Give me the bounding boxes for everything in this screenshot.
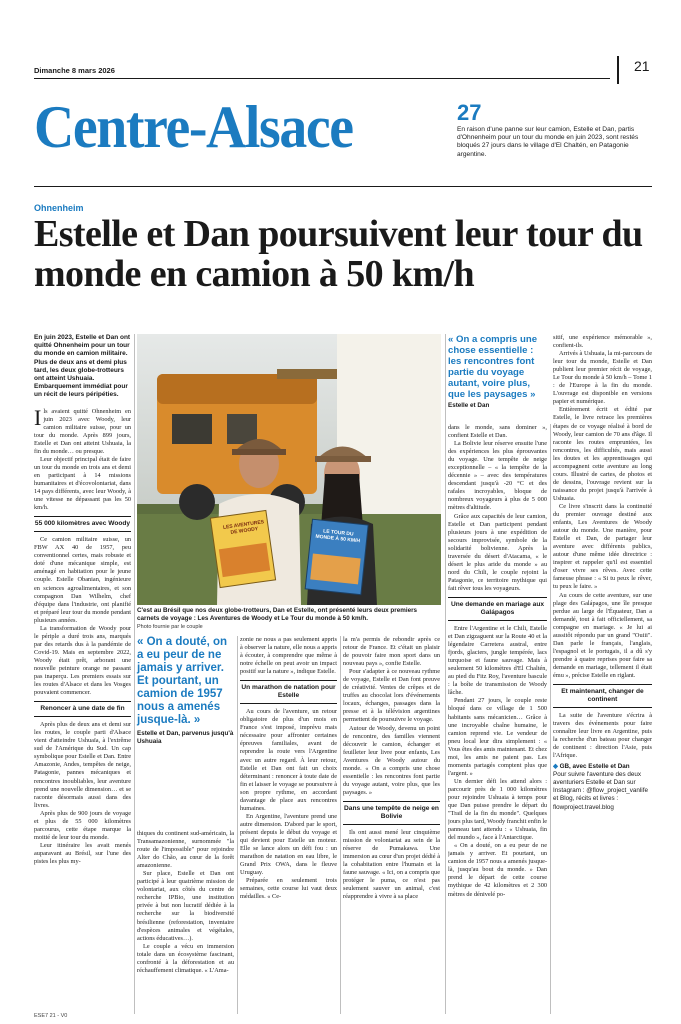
book-left-title: LES AVENTURES DE WOODY (222, 519, 265, 536)
col4-paragraph-3: Autour de Woody, devenu un point de rencontre, des familles viennent découvrir le camion, échanger et feuilleter leur livre pour enfants, Les Aventures de Woody autour du monde. « On a compris une chose essentielle : les rencontres font partie du voyage autant, voire plus, que les paysages. » (343, 724, 440, 796)
article-location: Ohnenheim (34, 203, 84, 213)
section-title: Centre-Alsace (34, 94, 353, 160)
pull-quote-2-text: « On a compris une chose essentielle : les rencontres font partie du voyage autant, voire plus, que les paysages » (448, 334, 538, 400)
article-photo (137, 334, 441, 605)
header-rule (34, 78, 610, 79)
col1-paragraph-1-text: ls avaient quitté Ohnenheim en juin 2023 avec Woody, leur camion militaire suisse, pour un tour du monde. Après 899 jours, Estelle et Dan ont atteint Ushuaia, la fin du monde… ou presque. (34, 407, 131, 455)
col5-paragraph-5: Pendant 27 jours, le couple reste bloqué dans ce village de 1 500 habitants sans mécanicien… Grâce à une incroyable chaîne humaine, le camion reprend vie. Le vendeur de pneu local leur dira simplement : « Vous êtes des amis maintenant. Et chez moi, les amis ne paient pas. Les moments partagés comptent plus que l'argent. » (448, 697, 547, 777)
teaser-text: En raison d'une panne sur leur camion, Estelle et Dan, partis d'Ohnenheim pour un tour du monde en juin 2023, sont restés bloqués 27 jours dans le village d'El Chaltén, en Patagonie argentine. (457, 126, 639, 158)
article-column-4 (343, 636, 440, 1024)
col4-paragraph-2: Pour s'adapter à ce nouveau rythme de voyage, Estelle et Dan font preuve de créativité. Ventes de crêpes et de truffes au chocolat lors d'événements locaux, échanges, passages dans la presse et à la télévision argentines permettent de poursuivre le voyage. (343, 668, 440, 724)
column-separator (550, 424, 551, 1014)
col6-subheading-1: Et maintenant, changer de continent (553, 684, 652, 708)
article-column-6 (553, 334, 652, 1024)
article-column-3 (240, 636, 337, 1024)
teaser-number: 27 (457, 100, 482, 125)
col5-subheading-1: Une demande en mariage aux Galápagos (448, 597, 547, 621)
issue-date: Dimanche 8 mars 2026 (34, 66, 115, 75)
pull-quote-2 (448, 334, 548, 410)
column-separator (340, 636, 341, 1014)
article-column-5 (448, 424, 547, 1024)
pull-quote-1-text: « On a douté, on a eu peur de ne jamais y arriver. Et pourtant, un camion de 1957 nous a amenés jusque-là. » (137, 636, 228, 726)
col1-paragraph-2: Leur objectif principal était de faire un tour du monde en trois ans et demi en participant à 14 missions humanitaires et d'écovolontariat, dans 14 pays différents, avec leur Woody, à une vitesse ne dépassant pas les 50 km/h. (34, 455, 131, 512)
col4-paragraph-1: la m'a permis de rebondir après ce retour de France. Et c'était un plaisir de pouvoir faire mon sport dans un nouveau pays », confie Estelle. (343, 636, 440, 668)
col6-credit (553, 763, 652, 771)
col6-info: Pour suivre l'aventure des deux aventuriers Estelle et Dan sur Instagram : @flow_project_vanlife et Blog, récits et livres : flowproject.travel.blog (553, 771, 648, 811)
col3-paragraph-3: En Argentine, l'aventure prend une autre dimension. D'abord par le sport, présent depuis le début du voyage et qui devient pour Estelle un moteur. Elle se lance alors un défi fou : un marathon de natation en eau libre, le Grand Prix OWA, dans le fleuve Uruguay. (240, 812, 337, 877)
col6-paragraph-1: sitif, une expérience mémorable », confient-ils. (553, 334, 652, 350)
credit-bullet-icon: ◆ (553, 763, 558, 771)
pull-quote-1-author: Estelle et Dan, parvenus jusqu'à Ushuaia (137, 730, 234, 745)
col2-paragraph-1: thiques du continent sud-américain, la Transamazonienne, surnommée "la route de l'impossible" pour rejoindre Alter do Chão, au cœur de la forêt amazonienne. (137, 830, 234, 870)
article-lead: En juin 2023, Estelle et Dan ont quitté Ohnenheim pour un tour du monde en camion militaire. Plus de deux ans et demi plus tard, les deux globe-trotteurs ont atteint Ushuaia. Embarquement immédiat pour un récit de leurs péripéties. (34, 334, 131, 399)
col1-paragraph-3: Ce camion militaire suisse, un FBW AX 40 de 1957, peu conventionnel certes, mais robuste et doté d'une mécanique simple, est aménagé en habitation pour le jeune couple. Estelle Obanian, ingénieure en sciences agroalimentaires, et son compagnon Dan Wilhelm, chef d'équipe dans l'industrie, ont planifié et préparé leur tour du monde pendant plusieurs années. (34, 536, 131, 624)
col3-paragraph-2: Au cours de l'aventure, un retour obligatoire de plus d'un mois en France s'est imposé, imprévu mais nécessaire pour affronter certaines épreuves familiales, avant de reprendre la route vers l'Argentine avec un autre regard. À leur retour, Estelle et Dan ont fait un choix déterminant : renoncer à toute date de fin et laisser le voyage se poursuivre à son propre rythme, en accordant davantage de place aux rencontres humaines. (240, 708, 337, 812)
pull-quote-2-author: Estelle et Dan (448, 402, 490, 409)
col2-paragraph-2: Sur place, Estelle et Dan ont participé à leur quatrième mission de volontariat, aux côtés du centre de recherche IPBio, une institution privée à but non lucratif dédiée à la recherche sur la biodiversité brésilienne (reforestation, inventaire d'espèces animales et végétales, actions éducatives…). (137, 870, 234, 942)
col2-paragraph-3: Le couple a vécu en immersion totale dans un écosystème fascinant, confronté à la déforestation et au réchauffement climatique. « L'Ama- (137, 942, 234, 974)
col6-paragraph-6: La suite de l'aventure s'écrira à travers des événements pour faire connaître leur livre en Argentine, puis la recherche d'un bateau pour changer de continent : direction l'Asie, puis l'Afrique. (553, 712, 652, 760)
col5-paragraph-1: dans le monde, sans dominer », confient Estelle et Dan. (448, 424, 547, 440)
col4-subheading-1: Dans une tempête de neige en Bolivie (343, 801, 440, 825)
edition-code: ESE7 21 - V0 (34, 1013, 68, 1019)
col1-subheading-2: Renoncer à une date de fin (34, 701, 131, 717)
col6-paragraph-5: Au cours de cette aventure, sur une plage des Galápagos, une île presque perdue au large de l'Équateur, Dan a demandé, tout à fait officiellement, sa compagne en mariage. « Je lui ai aussitôt répondu par un grand "Ouiii". Dan parle le français, l'anglais, l'espagnol et le portugais, il a dû s'y prendre à quatre reprises pour faire sa demande en mariage, tellement il était ému », précise Estelle en riglant. (553, 591, 652, 679)
column-separator (445, 334, 446, 1014)
column-separator (134, 334, 135, 1014)
col1-paragraph-6: Après plus de 900 jours de voyage et plus de 55 000 kilomètres parcourus, cette étape marque la moitié de leur tour du monde. (34, 809, 131, 841)
drop-cap: I (34, 404, 42, 430)
col5-paragraph-6: Un dernier défi les attend alors : parcourir près de 1 000 kilomètres pour rejoindre Ushuaia à temps pour que Dan puisse prendre le départ du "Trail de la fin du monde". Quelques jours plus tard, Woody franchit enfin le panneau tant attendu : « Ushuaia, fin del mundo », face à l'Antarctique. (448, 777, 547, 842)
article-column-2 (137, 830, 234, 1020)
col5-paragraph-2: La Bolivie leur réserve ensuite l'une des expériences les plus éprouvantes du voyage. Une tempête de neige exceptionnelle – « la tempête de la décennie » – avec des températures descendant jusqu'à -20 °C et des rafales incroyables, bloque de nombreux voyageurs à plus de 5 000 mètres d'altitude. (448, 440, 547, 512)
book-right-title: LE TOUR DU MONDE À 50 KM/H (315, 528, 361, 545)
col6-paragraph-2: Arrivés à Ushuaia, la mi-parcours de leur tour du monde, Estelle et Dan publient leur premier récit de voyage, Le Tour du monde à 50 km/h – Tome 1 : de l'Europe à la fin du monde. L'ouvrage est disponible en versions papier et numérique. (553, 350, 652, 406)
article-title: Estelle et Dan poursuivent leur tour du monde en camion à 50 km/h (34, 213, 643, 295)
col1-paragraph-4: La transformation de Woody pour le périple a duré trois ans, marqués par des retards dus à la pandémie de Covid-19. Mais en septembre 2022, Woody était prêt, arborant une nouvelle peinture orange ne passant pas inaperçu. Les premiers essais sur les routes d'Alsace et dans les Vosges pouvaient commencer. (34, 624, 131, 697)
section-rule (34, 186, 652, 187)
col3-subheading-1: Un marathon de natation pour Estelle (240, 680, 337, 704)
photo-caption: C'est au Brésil que nos deux globe-trotteurs, Dan et Estelle, ont présenté leurs deux premiers carnets de voyage : Les Aventures de Woody et Le Tour du monde à 50 km/h. (137, 607, 418, 622)
col3-paragraph-1: zonie ne nous a pas seulement appris à observer la nature, elle nous a appris à écouter, à comprendre que même à notre échelle on peut avoir un impact positif sur la nature », indique Estelle. (240, 636, 337, 676)
col1-subheading-1: 55 000 kilomètres avec Woody (34, 516, 131, 532)
page-number: 21 (634, 58, 650, 74)
col6-credit-text: GB, avec Estelle et Dan (559, 763, 630, 771)
col6-paragraph-4: Ce livre s'inscrit dans la continuité du premier ouvrage destiné aux enfants, Les Aventures de Woody autour du monde. Une manière, pour Estelle et Dan, de partager leur aventure avec différents publics, autour d'une même idée directrice : inspirer et rappeler qu'il est essentiel d'oser vivre ses rêves. Avec cette fameuse phrase : « Si tu peux le rêver, tu peux le faire. » (553, 502, 652, 591)
col4-paragraph-4: Ils ont aussi mené leur cinquième mission de volontariat au sein de la réserve de Pumakawa. Une immersion au cœur d'un projet dédié à la cohabitation entre l'humain et la faune sauvage. « Ici, on a compris que protéger le puma, ce n'est pas seulement sauver un animal, c'est réapprendre à vivre à sa place (343, 828, 440, 901)
col5-paragraph-3: Grâce aux capacités de leur camion, Estelle et Dan participent pendant plusieurs jours à une expédition de secours improvisée, symbole de la solidarité bolivienne. Après la traversée du désert d'Atacama, « le désert le plus aride du monde » au nord du Chili, le couple rejoint la Patagonie, ce territoire mythique qui fait rêver tous les voyageurs. (448, 512, 547, 592)
col5-paragraph-4: Entre l'Argentine et le Chili, Estelle et Dan zigzaguent sur la Route 40 et la légendaire Carretera austral, entre fjords, glaciers, jungle tempérée, lacs turquoise et faune sauvage. Mais à seulement 50 kilomètres d'El Chaltén, au pied du Fitz Roy, l'aventure bascule : la boîte de transmission de Woody lâche. (448, 624, 547, 697)
column-separator (237, 636, 238, 1014)
travelers-photo-illustration (137, 334, 441, 605)
pull-quote-1 (137, 636, 234, 745)
col3-paragraph-4: Préparée en seulement trois semaines, cette course lui vaut deux médailles. « Ce- (240, 877, 337, 901)
header-vertical-rule (617, 56, 619, 84)
col6-paragraph-3: Entièrement écrit et édité par Estelle, le livre retrace les premières étapes de ce voyage réalisé à bord de Woody, leur camion de 70 ans d'âge. Il raconte les routes empruntées, les rencontres, les difficultés, mais aussi les doutes et les apprentissages qui accompagnent cette aventure au long cours. Illustré de cartes, de photos et de dessins, l'ouvrage revient sur la naissance du projet jusqu'à l'arrivée à Ushuaia. (553, 406, 652, 502)
col1-paragraph-1 (34, 404, 131, 456)
photo-credit: Photo fournie par le couple (137, 624, 203, 630)
col1-paragraph-5: Après plus de deux ans et demi sur les routes, le couple parti d'Alsace vient d'atteindre Ushuaïa, à l'extrême sud de l'Amérique du Sud. Un cap symbolique pour Estelle et Dan. Entre Amazonie, Andes, tempêtes de neige, Patagonie, pannes mécaniques et rencontres inoubliables, leur aventure prend une nouvelle dimension… et se raconte désormais aussi dans des livres. (34, 721, 131, 809)
article-column-1 (34, 334, 131, 1024)
col1-paragraph-7: Leur itinéraire les avait menés auparavant au Brésil, sur l'une des pistes les plus my- (34, 841, 131, 865)
col5-paragraph-7: « On a douté, on a eu peur de ne jamais y arriver. Et pourtant, un camion de 1957 nous a amenés jusque-là, jusqu'au bout du monde. » Dan prend le départ de cette course mythique de 42 kilomètres et 2 300 mètres de dénivelé po- (448, 842, 547, 898)
